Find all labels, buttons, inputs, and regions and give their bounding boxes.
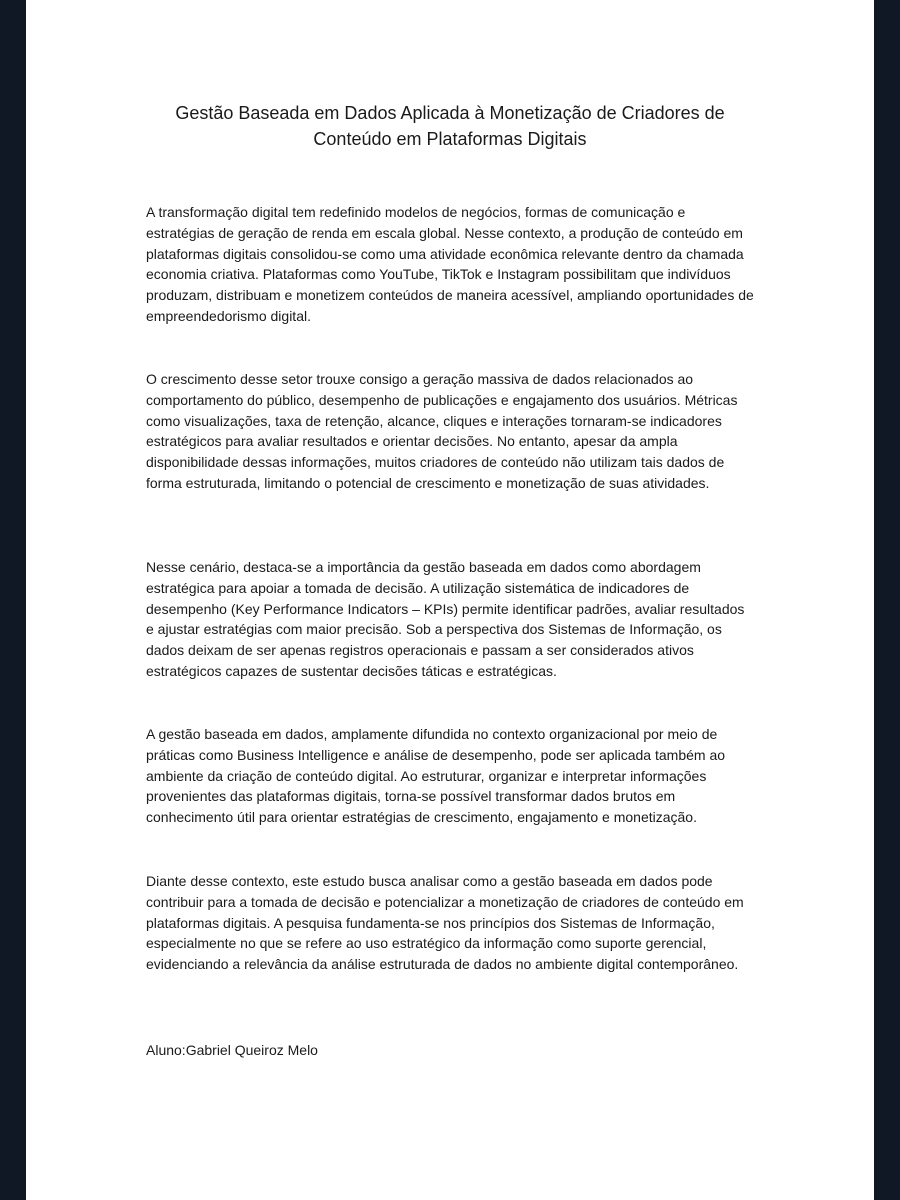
- paragraph-4: A gestão baseada em dados, amplamente difundida no contexto organizacional por meio de práticas como Business Intelligence e análise de desempenho, pode ser aplicada também ao ambiente da criação de conteúdo digital. Ao estruturar, organizar e interpretar informações provenientes das plataformas digitais, torna-se possível transformar dados brutos em conhecimento útil para orientar estratégias de crescimento, engajamento e monetização.: [146, 726, 726, 826]
- paragraph-2: O crescimento desse setor trouxe consigo a geração massiva de dados relacionados ao comportamento do público, desempenho de publicações e engajamento dos usuários. Métricas como visualizações, taxa de retenção, alcance, cliques e interações tornaram-se indicadores estratégicos para avaliar resultados e orientar decisões. No entanto, apesar da ampla disponibilidade dessas informações, muitos criadores de conteúdo não utilizam tais dados de forma estruturada, limitando o potencial de crescimento e monetização de suas atividades.: [146, 371, 738, 491]
- document-title: Gestão Baseada em Dados Aplicada à Monetização de Criadores de Conteúdo em Plataformas Digitais: [175, 103, 725, 149]
- paragraph-1: A transformação digital tem redefinido modelos de negócios, formas de comunicação e estratégias de geração de renda em escala global. Nesse contexto, a produção de conteúdo em plataformas digitais consolidou-se como uma atividade econômica relevante dentro da chamada economia criativa. Plataformas como YouTube, TikTok e Instagram possibilitam que indivíduos produzam, distribuam e monetizem conteúdos de maneira acessível, ampliando oportunidades de empreendedorismo digital.: [146, 204, 754, 324]
- document-page[interactable]: [26, 0, 874, 1200]
- paragraph-5: Diante desse contexto, este estudo busca analisar como a gestão baseada em dados pode contribuir para a tomada de decisão e potencializar a monetização de criadores de conteúdo em plataformas digitais. A pesquisa fundamenta-se nos princípios dos Sistemas de Informação, especialmente no que se refere ao uso estratégico da informação como suporte gerencial, evidenciando a relevância da análise estruturada de dados no ambiente digital contemporâneo.: [146, 873, 744, 973]
- paragraph-3: Nesse cenário, destaca-se a importância da gestão baseada em dados como abordagem estratégica para apoiar a tomada de decisão. A utilização sistemática de indicadores de desempenho (Key Performance Indicators – KPIs) permite identificar padrões, avaliar resultados e ajustar estratégias com maior precisão. Sob a perspectiva dos Sistemas de Informação, os dados deixam de ser apenas registros operacionais e passam a ser considerados ativos estratégicos capazes de sustentar decisões táticas e estratégicas.: [146, 559, 745, 679]
- author-line: Aluno:Gabriel Queiroz Melo: [146, 1042, 318, 1058]
